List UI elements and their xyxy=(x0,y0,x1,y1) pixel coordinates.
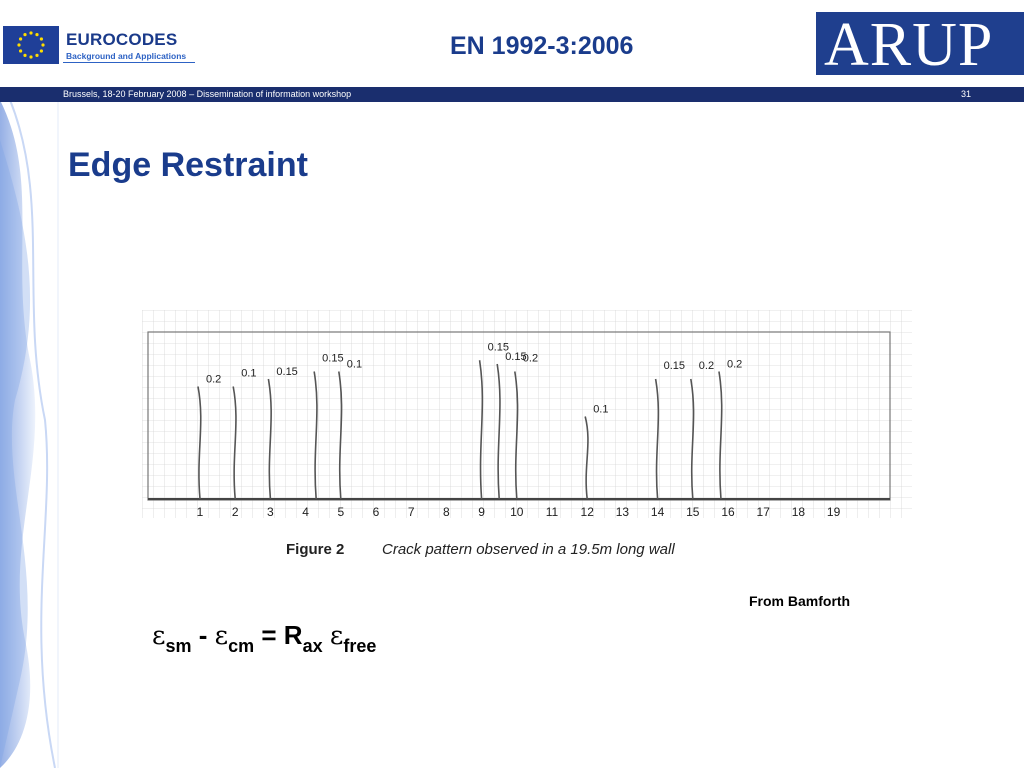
crack-width-label: 0.2 xyxy=(726,358,743,371)
eu-star-icon xyxy=(35,33,38,36)
eu-star-icon xyxy=(29,31,32,34)
eu-star-icon xyxy=(19,37,22,40)
axis-tick-label: 10 xyxy=(510,505,524,519)
equals-sign: = xyxy=(261,620,277,650)
axis-tick-label: 9 xyxy=(478,505,485,519)
crack-width-label: 0.2 xyxy=(698,360,715,372)
minus-sign: - xyxy=(198,620,208,650)
figure-credit: From Bamforth xyxy=(749,593,851,609)
decorative-ribbon xyxy=(0,100,62,768)
axis-tick-label: 3 xyxy=(267,505,274,519)
subscript-free: free xyxy=(343,636,377,656)
eu-star-icon xyxy=(41,43,44,46)
crack-width-label: 0.1 xyxy=(346,358,363,371)
eurocodes-logo xyxy=(3,26,193,66)
axis-tick-label: 14 xyxy=(650,505,665,519)
crack-width-label: 0.1 xyxy=(593,403,609,416)
eu-star-icon xyxy=(17,43,20,46)
axis-tick-label: 4 xyxy=(302,505,309,519)
axis-tick-label: 12 xyxy=(580,505,594,519)
header-banner xyxy=(0,87,1024,102)
grid-background xyxy=(142,310,912,518)
figure-caption-text: Crack pattern observed in a 19.5m long wall xyxy=(382,541,675,558)
crack-width-label: 0.1 xyxy=(241,367,257,380)
axis-tick-label: 15 xyxy=(686,505,700,519)
logo-divider xyxy=(63,62,195,63)
crack-pattern-figure xyxy=(142,310,912,560)
slide-title: Edge Restraint xyxy=(68,146,308,184)
subscript-sm: sm xyxy=(165,636,192,656)
axis-tick-label: 1 xyxy=(196,505,204,519)
equation xyxy=(152,620,377,656)
crack-width-label: 0.15 xyxy=(505,351,527,363)
eu-star-icon xyxy=(35,54,38,57)
crack-width-label: 0.15 xyxy=(663,360,686,372)
crack-width-label: 0.2 xyxy=(206,373,222,386)
logo-title: EUROCODES xyxy=(66,30,178,49)
crack-width-label: 0.15 xyxy=(276,366,298,378)
arup-logo-text: ARUP xyxy=(824,11,994,79)
eu-star-icon xyxy=(29,55,32,58)
axis-tick-label: 19 xyxy=(826,505,841,519)
epsilon-symbol: ε xyxy=(329,621,344,651)
arup-logo xyxy=(816,11,1024,79)
eu-star-icon xyxy=(23,33,26,36)
eu-star-icon xyxy=(23,54,26,57)
eu-star-icon xyxy=(19,49,22,52)
crack-width-label: 0.2 xyxy=(522,352,539,365)
subscript-cm: cm xyxy=(228,636,255,656)
restraint-symbol: R xyxy=(283,620,303,650)
figure-caption-label: Figure 2 xyxy=(286,541,345,558)
logo-subtitle: Background and Applications xyxy=(66,51,187,61)
axis-tick-label: 2 xyxy=(231,505,239,519)
standard-title: EN 1992-3:2006 xyxy=(450,32,634,60)
eu-star-icon xyxy=(40,49,43,52)
axis-tick-label: 11 xyxy=(545,505,559,519)
axis-tick-label: 6 xyxy=(372,505,380,519)
axis-tick-label: 18 xyxy=(791,505,806,519)
subscript-ax: ax xyxy=(302,636,323,656)
page-number: 31 xyxy=(961,89,972,99)
axis-tick-label: 13 xyxy=(615,505,630,519)
epsilon-symbol: ε xyxy=(214,621,229,651)
crack-width-label: 0.15 xyxy=(487,341,510,354)
axis-tick-label: 8 xyxy=(443,505,450,519)
banner-text: Brussels, 18-20 February 2008 – Dissemination of information workshop xyxy=(63,89,352,99)
axis-tick-label: 7 xyxy=(407,505,415,519)
axis-tick-label: 16 xyxy=(721,505,735,519)
eu-flag-icon xyxy=(3,26,59,64)
epsilon-symbol: ε xyxy=(152,621,166,651)
axis-tick-label: 17 xyxy=(756,505,770,519)
eu-star-icon xyxy=(40,37,43,40)
crack-width-label: 0.15 xyxy=(322,352,344,365)
axis-tick-label: 5 xyxy=(337,505,345,519)
